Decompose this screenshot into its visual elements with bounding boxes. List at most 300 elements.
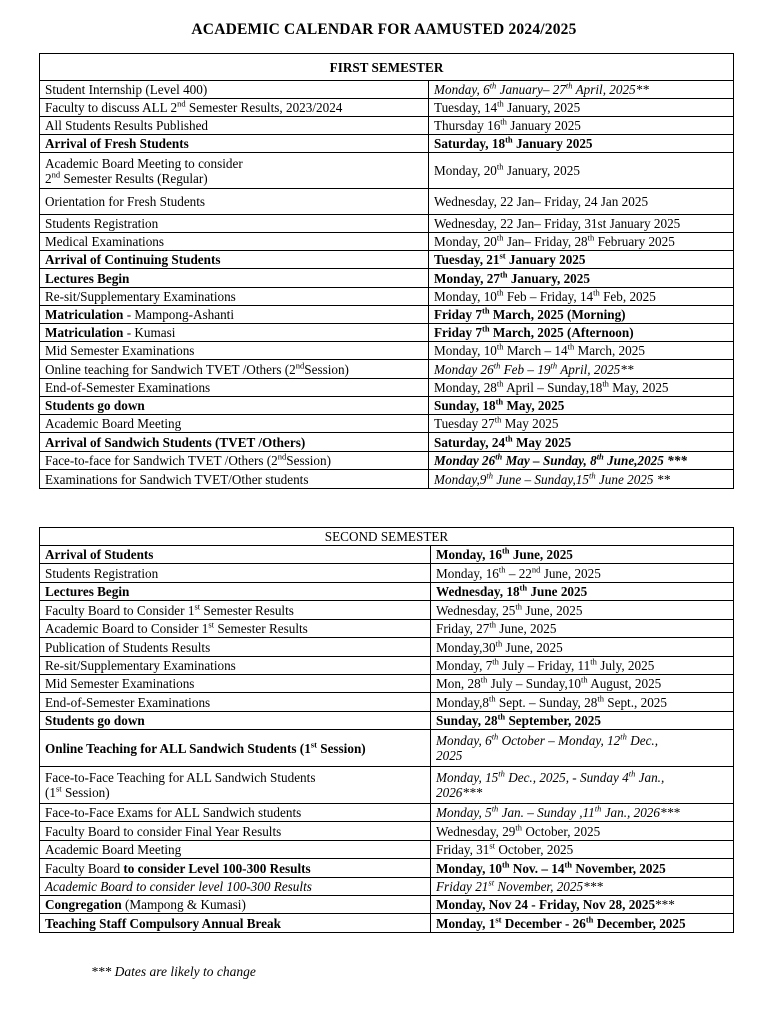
second-semester-table bbox=[39, 527, 734, 933]
text-segment: – 22 bbox=[505, 565, 532, 581]
second-semester-body bbox=[40, 528, 734, 933]
superscript: th bbox=[620, 731, 627, 742]
text-segment: May, 2025 bbox=[608, 380, 669, 395]
date-cell bbox=[429, 215, 734, 233]
text-segment: Monday 26 bbox=[434, 361, 494, 377]
date-cell bbox=[429, 360, 734, 379]
text-segment: Academic Board to Consider 1 bbox=[45, 621, 209, 636]
activity-cell bbox=[40, 189, 429, 215]
text-segment: Feb, 2025 bbox=[599, 289, 656, 304]
text-segment: Tuesday, 14 bbox=[434, 100, 498, 115]
text-segment: Session) bbox=[304, 361, 349, 377]
text-segment: November, 2025 bbox=[572, 860, 666, 876]
text-segment: Wednesday, 22 Jan– Friday, 24 Jan 2025 bbox=[434, 194, 649, 209]
text-segment: January, 2025 bbox=[507, 270, 590, 286]
date-cell bbox=[429, 452, 734, 470]
superscript: th bbox=[482, 305, 490, 316]
activity-cell bbox=[40, 360, 429, 379]
superscript: th bbox=[515, 822, 523, 833]
text-segment: Monday, 16 bbox=[436, 565, 499, 581]
table-row bbox=[40, 117, 734, 135]
superscript: th bbox=[496, 287, 504, 298]
activity-cell bbox=[40, 841, 431, 859]
text-segment: 2026*** bbox=[436, 785, 483, 800]
first-semester-header: FIRST SEMESTER bbox=[40, 54, 734, 81]
table-row bbox=[40, 233, 734, 251]
text-segment: Monday, Nov 24 - Friday, Nov 28, 2025 bbox=[436, 897, 656, 912]
text-segment: Tuesday 27 bbox=[434, 416, 495, 431]
text-segment: Matriculation bbox=[45, 325, 124, 340]
text-segment: Saturday, 18 bbox=[434, 136, 506, 151]
text-segment: Session) bbox=[316, 740, 366, 756]
table-row bbox=[40, 433, 734, 452]
date-cell bbox=[431, 564, 734, 583]
date-cell bbox=[431, 546, 734, 564]
text-segment: Session) bbox=[286, 453, 331, 468]
date-cell bbox=[429, 117, 734, 135]
superscript: th bbox=[497, 98, 504, 109]
activity-cell bbox=[40, 99, 429, 117]
text-segment: January, 2025 bbox=[503, 163, 580, 178]
text-segment: February 2025 bbox=[594, 234, 675, 249]
text-segment: December, 2025 bbox=[593, 915, 686, 931]
superscript: th bbox=[596, 451, 604, 462]
date-cell bbox=[429, 470, 734, 489]
superscript: nd bbox=[295, 360, 305, 371]
date-cell bbox=[431, 657, 734, 675]
table-row bbox=[40, 269, 734, 288]
superscript: st bbox=[499, 250, 506, 261]
date-cell bbox=[431, 620, 734, 638]
superscript: th bbox=[489, 80, 497, 91]
text-segment: Semester Results (Regular) bbox=[60, 170, 208, 186]
text-segment: Monday, 20 bbox=[434, 163, 497, 178]
superscript: th bbox=[491, 803, 499, 814]
text-segment: Monday, 6 bbox=[436, 733, 492, 748]
activity-cell bbox=[40, 712, 431, 730]
superscript: th bbox=[602, 378, 609, 389]
table-row bbox=[40, 99, 734, 117]
superscript: th bbox=[501, 545, 510, 556]
text-segment: October, 2025 bbox=[495, 842, 574, 857]
text-segment: Face-to-Face Exams for ALL Sandwich students bbox=[45, 805, 302, 820]
text-segment: Re-sit/Supplementary Examinations bbox=[45, 658, 236, 673]
activity-cell bbox=[40, 269, 429, 288]
activity-cell bbox=[40, 546, 431, 564]
text-segment: June, 2025 bbox=[540, 565, 601, 581]
text-segment: Jan., bbox=[635, 770, 665, 785]
date-cell bbox=[431, 878, 734, 896]
activity-cell bbox=[40, 288, 429, 306]
text-segment: Lectures Begin bbox=[45, 270, 130, 286]
date-cell bbox=[429, 269, 734, 288]
text-segment: April, 2025** bbox=[572, 82, 649, 97]
text-segment: Monday, 20 bbox=[434, 234, 497, 249]
superscript: nd bbox=[531, 564, 541, 575]
date-cell bbox=[431, 693, 734, 712]
superscript: th bbox=[593, 287, 600, 298]
superscript: th bbox=[587, 232, 595, 243]
text-segment: May – Sunday, 8 bbox=[502, 453, 597, 468]
date-cell bbox=[429, 397, 734, 415]
superscript: th bbox=[482, 323, 490, 334]
superscript: nd bbox=[177, 98, 186, 109]
superscript: st bbox=[495, 914, 502, 925]
table-row bbox=[40, 215, 734, 233]
text-segment: April, 2025** bbox=[557, 361, 634, 377]
text-segment: July – Sunday,10 bbox=[487, 676, 581, 691]
text-segment: Sept. – Sunday, 28 bbox=[495, 694, 598, 710]
table-row bbox=[40, 415, 734, 433]
text-segment: Face-to-Face Teaching for ALL Sandwich Students bbox=[45, 770, 316, 785]
superscript: th bbox=[499, 269, 508, 280]
text-segment: Feb – Friday, 14 bbox=[503, 289, 594, 304]
superscript: th bbox=[515, 601, 523, 612]
page-title: ACADEMIC CALENDAR FOR AAMUSTED 2024/2025 bbox=[191, 21, 577, 38]
superscript: th bbox=[564, 859, 573, 870]
superscript: th bbox=[496, 232, 504, 243]
activity-cell bbox=[40, 730, 431, 767]
text-segment: (1 bbox=[45, 785, 56, 800]
table-row bbox=[40, 288, 734, 306]
text-segment: June, 2025 bbox=[502, 639, 563, 655]
text-segment: Monday,30 bbox=[436, 639, 496, 655]
text-segment: Faculty Board bbox=[45, 860, 124, 876]
text-segment: Students Registration bbox=[45, 216, 159, 231]
first-semester-header-row bbox=[40, 54, 734, 81]
text-segment: Academic Board Meeting bbox=[45, 416, 182, 431]
text-segment: April – Sunday,18 bbox=[503, 380, 603, 395]
superscript: th bbox=[494, 414, 502, 425]
text-segment: Publication of Students Results bbox=[45, 639, 211, 655]
superscript: th bbox=[492, 656, 499, 667]
text-segment: March – 14 bbox=[503, 343, 568, 358]
date-cell bbox=[431, 675, 734, 693]
text-segment: Faculty Board to Consider 1 bbox=[45, 602, 195, 618]
superscript: th bbox=[501, 859, 510, 870]
text-segment: Monday, 5 bbox=[436, 805, 492, 820]
table-row bbox=[40, 470, 734, 489]
activity-cell bbox=[40, 81, 429, 99]
activity-cell bbox=[40, 415, 429, 433]
text-segment: Academic Board to consider level 100-300 Results bbox=[45, 879, 312, 894]
text-segment: Sept., 2025 bbox=[603, 694, 667, 710]
text-segment: Wednesday, 18 bbox=[436, 584, 520, 599]
activity-cell bbox=[40, 215, 429, 233]
date-cell bbox=[431, 601, 734, 620]
activity-cell bbox=[40, 470, 429, 489]
superscript: th bbox=[505, 134, 513, 145]
text-segment: Friday 21 bbox=[436, 879, 489, 894]
activity-cell bbox=[40, 397, 429, 415]
text-segment: Online teaching for Sandwich TVET /Others (2 bbox=[45, 361, 296, 377]
text-segment: Re-sit/Supplementary Examinations bbox=[45, 289, 236, 304]
text-segment: Academic Board Meeting bbox=[45, 842, 182, 857]
date-cell bbox=[431, 822, 734, 841]
superscript: th bbox=[519, 582, 528, 593]
text-segment: Jan. – Sunday ,11 bbox=[498, 805, 595, 820]
table-row bbox=[40, 135, 734, 153]
superscript: th bbox=[590, 656, 597, 667]
date-cell bbox=[429, 433, 734, 452]
table-row bbox=[40, 638, 734, 657]
superscript: th bbox=[486, 470, 494, 481]
superscript: th bbox=[597, 693, 604, 704]
text-segment: Monday, 15 bbox=[436, 770, 499, 785]
superscript: nd bbox=[277, 451, 287, 462]
activity-cell bbox=[40, 657, 431, 675]
superscript: th bbox=[491, 731, 499, 742]
date-cell bbox=[431, 804, 734, 822]
date-cell bbox=[429, 189, 734, 215]
superscript: th bbox=[493, 360, 501, 371]
date-cell bbox=[429, 251, 734, 269]
text-segment: January 2025 bbox=[506, 118, 581, 133]
table-row bbox=[40, 81, 734, 99]
table-row bbox=[40, 324, 734, 342]
text-segment: Monday,9 bbox=[434, 471, 487, 487]
superscript: th bbox=[498, 564, 506, 575]
table-row bbox=[40, 620, 734, 638]
activity-cell bbox=[40, 564, 431, 583]
superscript: th bbox=[495, 638, 503, 649]
text-segment: 2 bbox=[45, 170, 52, 186]
superscript: th bbox=[565, 80, 573, 91]
text-segment: Friday, 27 bbox=[436, 621, 490, 636]
table-row bbox=[40, 153, 734, 189]
superscript: nd bbox=[51, 169, 61, 180]
text-segment: March, 2025 bbox=[574, 343, 645, 358]
date-cell bbox=[429, 81, 734, 99]
text-segment: Monday, 16 bbox=[436, 547, 502, 562]
text-segment: September, 2025 bbox=[505, 713, 601, 728]
date-cell bbox=[429, 306, 734, 324]
table-row bbox=[40, 859, 734, 878]
table-row bbox=[40, 251, 734, 269]
activity-cell bbox=[40, 306, 429, 324]
activity-cell bbox=[40, 804, 431, 822]
superscript: th bbox=[550, 360, 558, 371]
date-cell bbox=[429, 415, 734, 433]
text-segment: June, 2025 bbox=[522, 602, 583, 618]
superscript: th bbox=[496, 378, 504, 389]
text-segment: May 2025 bbox=[501, 416, 559, 431]
superscript: st bbox=[310, 739, 317, 750]
table-row bbox=[40, 675, 734, 693]
table-row bbox=[40, 841, 734, 859]
text-segment: Friday 7 bbox=[434, 325, 482, 340]
table-row bbox=[40, 822, 734, 841]
text-segment: Thursday 16 bbox=[434, 118, 501, 133]
superscript: th bbox=[505, 433, 513, 444]
text-segment: Mid Semester Examinations bbox=[45, 676, 195, 691]
superscript: th bbox=[496, 161, 504, 172]
text-segment: Online Teaching for ALL Sandwich Students (1 bbox=[45, 740, 311, 756]
activity-cell bbox=[40, 324, 429, 342]
table-row bbox=[40, 189, 734, 215]
text-segment: March, 2025 (Morning) bbox=[489, 307, 626, 322]
date-cell bbox=[431, 914, 734, 933]
text-segment: Friday, 31 bbox=[436, 842, 490, 857]
activity-cell bbox=[40, 583, 431, 601]
table-row bbox=[40, 657, 734, 675]
date-cell bbox=[431, 712, 734, 730]
text-segment: Academic Board Meeting to consider bbox=[45, 155, 243, 171]
first-semester-table bbox=[39, 53, 734, 489]
superscript: st bbox=[194, 601, 201, 612]
text-segment: Lectures Begin bbox=[45, 584, 130, 599]
text-segment: October – Monday, 12 bbox=[498, 733, 621, 748]
text-segment: May, 2025 bbox=[503, 398, 565, 413]
date-cell bbox=[429, 379, 734, 397]
activity-cell bbox=[40, 135, 429, 153]
activity-cell bbox=[40, 822, 431, 841]
date-cell bbox=[429, 153, 734, 189]
table-row bbox=[40, 712, 734, 730]
second-semester-header: SECOND SEMESTER bbox=[40, 528, 734, 546]
date-cell bbox=[431, 841, 734, 859]
superscript: st bbox=[56, 783, 62, 794]
date-cell bbox=[429, 288, 734, 306]
text-segment: End-of-Semester Examinations bbox=[45, 380, 211, 395]
text-segment: January– 27 bbox=[496, 82, 566, 97]
text-segment: July – Friday, 11 bbox=[498, 658, 591, 673]
text-segment: Session) bbox=[61, 785, 110, 800]
superscript: th bbox=[498, 768, 505, 779]
activity-cell bbox=[40, 379, 429, 397]
table-row bbox=[40, 878, 734, 896]
text-segment: Wednesday, 25 bbox=[436, 602, 516, 618]
table-row bbox=[40, 379, 734, 397]
text-segment: Monday, 10 bbox=[436, 860, 502, 876]
text-segment: June – Sunday,15 bbox=[493, 471, 589, 487]
superscript: th bbox=[500, 116, 507, 127]
text-segment: Mon, 28 bbox=[436, 676, 481, 691]
activity-cell bbox=[40, 153, 429, 189]
superscript: th bbox=[495, 396, 504, 407]
superscript: th bbox=[628, 768, 636, 779]
second-semester-header-row bbox=[40, 528, 734, 546]
activity-cell bbox=[40, 767, 431, 804]
activity-cell bbox=[40, 693, 431, 712]
activity-cell bbox=[40, 601, 431, 620]
text-segment: Monday,8 bbox=[436, 694, 489, 710]
superscript: th bbox=[496, 341, 504, 352]
superscript: th bbox=[495, 451, 503, 462]
table-row bbox=[40, 306, 734, 324]
text-segment: End-of-Semester Examinations bbox=[45, 694, 211, 710]
activity-cell bbox=[40, 620, 431, 638]
activity-cell bbox=[40, 859, 431, 878]
text-segment: Feb – 19 bbox=[500, 361, 551, 377]
superscript: st bbox=[488, 877, 495, 888]
text-segment: Monday, 28 bbox=[434, 380, 497, 395]
activity-cell bbox=[40, 117, 429, 135]
table-row bbox=[40, 397, 734, 415]
text-segment: Friday 7 bbox=[434, 307, 482, 322]
text-segment: Monday, 7 bbox=[436, 658, 493, 673]
text-segment: Sunday, 18 bbox=[434, 398, 496, 413]
text-segment: June,2025 *** bbox=[603, 453, 687, 468]
date-cell bbox=[431, 730, 734, 767]
text-segment: Jan., 2026*** bbox=[601, 805, 680, 820]
table-row bbox=[40, 896, 734, 914]
table-row bbox=[40, 583, 734, 601]
activity-cell bbox=[40, 914, 431, 933]
text-segment: Face-to-face for Sandwich TVET /Others (2 bbox=[45, 453, 278, 468]
text-segment: Semester Results bbox=[200, 602, 294, 618]
text-segment: Orientation for Fresh Students bbox=[45, 194, 206, 209]
activity-cell bbox=[40, 342, 429, 360]
text-segment: December - 26 bbox=[501, 915, 586, 931]
activity-cell bbox=[40, 233, 429, 251]
superscript: st bbox=[489, 840, 496, 851]
text-segment: Monday, 6 bbox=[434, 82, 490, 97]
text-segment: *** bbox=[655, 897, 675, 912]
text-segment: Nov. – 14 bbox=[509, 860, 565, 876]
text-segment: March, 2025 (Afternoon) bbox=[489, 325, 634, 340]
activity-cell bbox=[40, 675, 431, 693]
text-segment: October, 2025 bbox=[522, 823, 601, 839]
superscript: th bbox=[588, 470, 596, 481]
activity-cell bbox=[40, 896, 431, 914]
text-segment: Semester Results, 2023/2024 bbox=[185, 100, 343, 115]
activity-cell bbox=[40, 251, 429, 269]
text-segment: Faculty to discuss ALL 2 bbox=[45, 100, 178, 115]
text-segment: Monday 26 bbox=[434, 453, 496, 468]
text-segment: Arrival of Sandwich Students (TVET /Others) bbox=[45, 434, 306, 450]
table-row bbox=[40, 360, 734, 379]
text-segment: Monday, 10 bbox=[434, 343, 497, 358]
date-cell bbox=[431, 638, 734, 657]
date-cell bbox=[431, 767, 734, 804]
activity-cell bbox=[40, 452, 429, 470]
table-row bbox=[40, 601, 734, 620]
text-segment: Matriculation bbox=[45, 307, 124, 322]
date-cell bbox=[429, 99, 734, 117]
text-segment: Jan– Friday, 28 bbox=[503, 234, 588, 249]
text-segment: Students go down bbox=[45, 713, 145, 728]
text-segment: Students go down bbox=[45, 398, 145, 413]
text-segment: January, 2025 bbox=[503, 100, 581, 115]
table-row bbox=[40, 730, 734, 767]
date-cell bbox=[429, 233, 734, 251]
text-segment: Monday, 10 bbox=[434, 289, 497, 304]
table-row bbox=[40, 546, 734, 564]
text-segment: May 2025 bbox=[512, 434, 572, 450]
text-segment: Monday, 1 bbox=[436, 915, 496, 931]
text-segment: Semester Results bbox=[214, 621, 308, 636]
activity-cell bbox=[40, 638, 431, 657]
superscript: th bbox=[567, 341, 575, 352]
text-segment: - Kumasi bbox=[123, 325, 176, 340]
text-segment: (Mampong & Kumasi) bbox=[121, 897, 246, 912]
text-segment: - Mampong-Ashanti bbox=[123, 307, 235, 322]
text-segment: Students Registration bbox=[45, 565, 159, 581]
table-row bbox=[40, 452, 734, 470]
footnote: *** Dates are likely to change bbox=[91, 964, 256, 979]
text-segment: January 2025 bbox=[512, 136, 593, 151]
text-segment: Congregation bbox=[45, 897, 122, 912]
text-segment: Dec., 2025, - Sunday 4 bbox=[504, 770, 629, 785]
text-segment: June, 2025 bbox=[509, 547, 573, 562]
text-segment: Student Internship (Level 400) bbox=[45, 82, 208, 97]
text-segment: Medical Examinations bbox=[45, 234, 165, 249]
text-segment: Arrival of Students bbox=[45, 547, 154, 562]
text-segment: Saturday, 24 bbox=[434, 434, 506, 450]
date-cell bbox=[429, 342, 734, 360]
superscript: st bbox=[208, 619, 215, 630]
